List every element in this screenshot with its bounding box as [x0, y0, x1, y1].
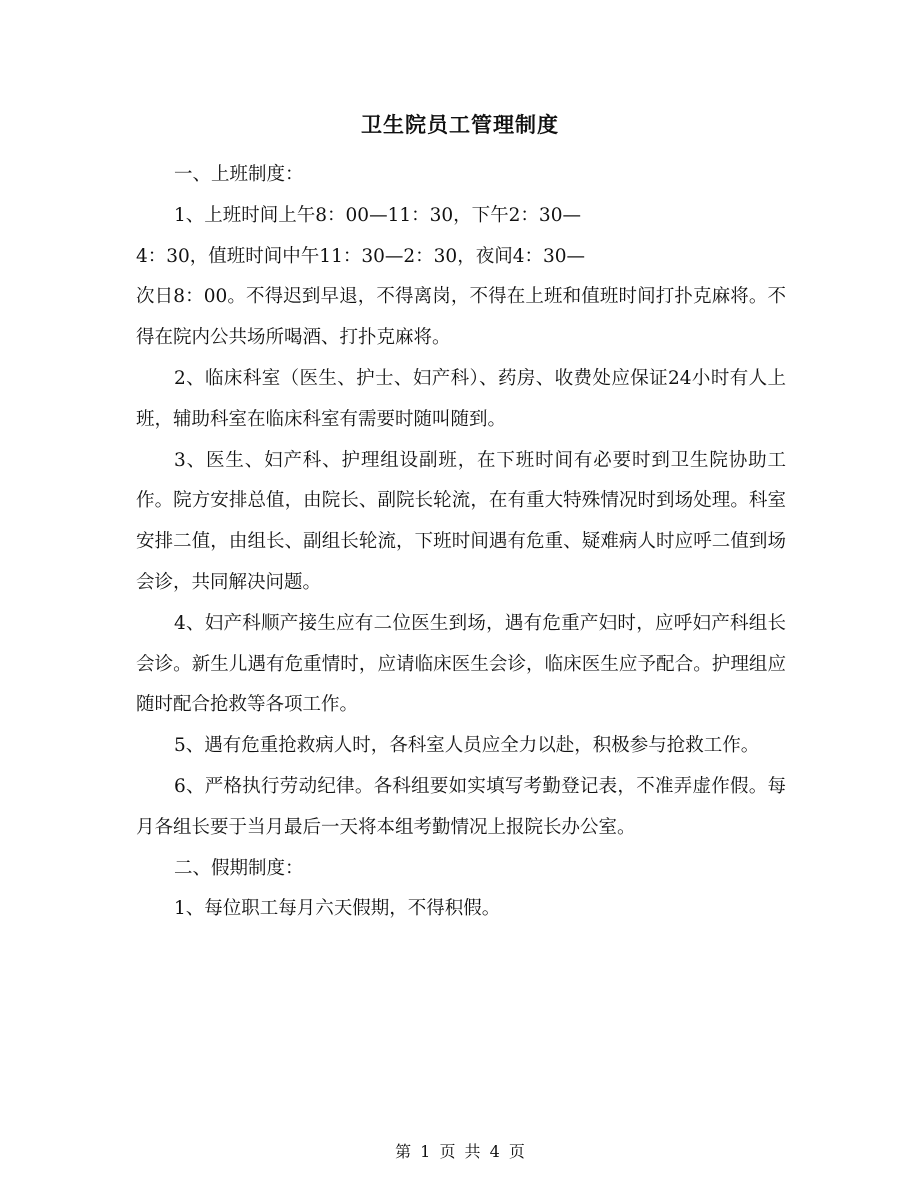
section-heading-leave: 二、假期制度： [174, 857, 304, 879]
work-hours-rules: 次日8：00。不得迟到早退，不得离岗，不得在上班和值班时间打扑克麻将。不得在院内公共场所喝酒、打扑克麻将。 [136, 286, 786, 349]
emergency-rescue-paragraph: 5、遇有危重抢救病人时，各科室人员应全力以赴，积极参与抢救工作。 [174, 735, 760, 757]
obstetrics-paragraph: 4、妇产科顺产接生应有二位医生到场，遇有危重产妇时，应呼妇产科组长会诊。新生儿遇有危重情时，应请临床医生会诊，临床医生应予配合。护理组应随时配合抢救等各项工作。 [136, 612, 786, 716]
work-hours-line-2: 4：30，值班时间中午11：30—2：30，夜间4：30— [136, 245, 586, 267]
leave-rule-paragraph: 1、每位职工每月六天假期，不得积假。 [174, 898, 501, 920]
attendance-discipline-paragraph: 6、严格执行劳动纪律。各科组要如实填写考勤登记表，不准弄虚作假。每月各组长要于当月最后一天将本组考勤情况上报院长办公室。 [136, 775, 786, 838]
document-body [136, 155, 786, 930]
clinical-staffing-paragraph: 2、临床科室（医生、护士、妇产科）、药房、收费处应保证24小时有人上班，辅助科室在临床科室有需要时随叫随到。 [136, 367, 786, 430]
document-title: 卫生院员工管理制度 [361, 112, 559, 137]
page-number-footer: 第 1 页 共 4 页 [395, 1142, 525, 1161]
work-hours-line-1: 1、上班时间上午8：00—11：30，下午2：30— [174, 204, 581, 226]
section-heading-work-schedule: 一、上班制度： [174, 164, 304, 185]
backup-duty-paragraph: 3、医生、妇产科、护理组设副班，在下班时间有必要时到卫生院协助工作。院方安排总值，由院长、副院长轮流，在有重大特殊情况时到场处理。科室安排二值，由组长、副组长轮流，下班时间遇有危重、疑难病人时应呼二值到场会诊，共同解决问题。 [136, 449, 786, 593]
